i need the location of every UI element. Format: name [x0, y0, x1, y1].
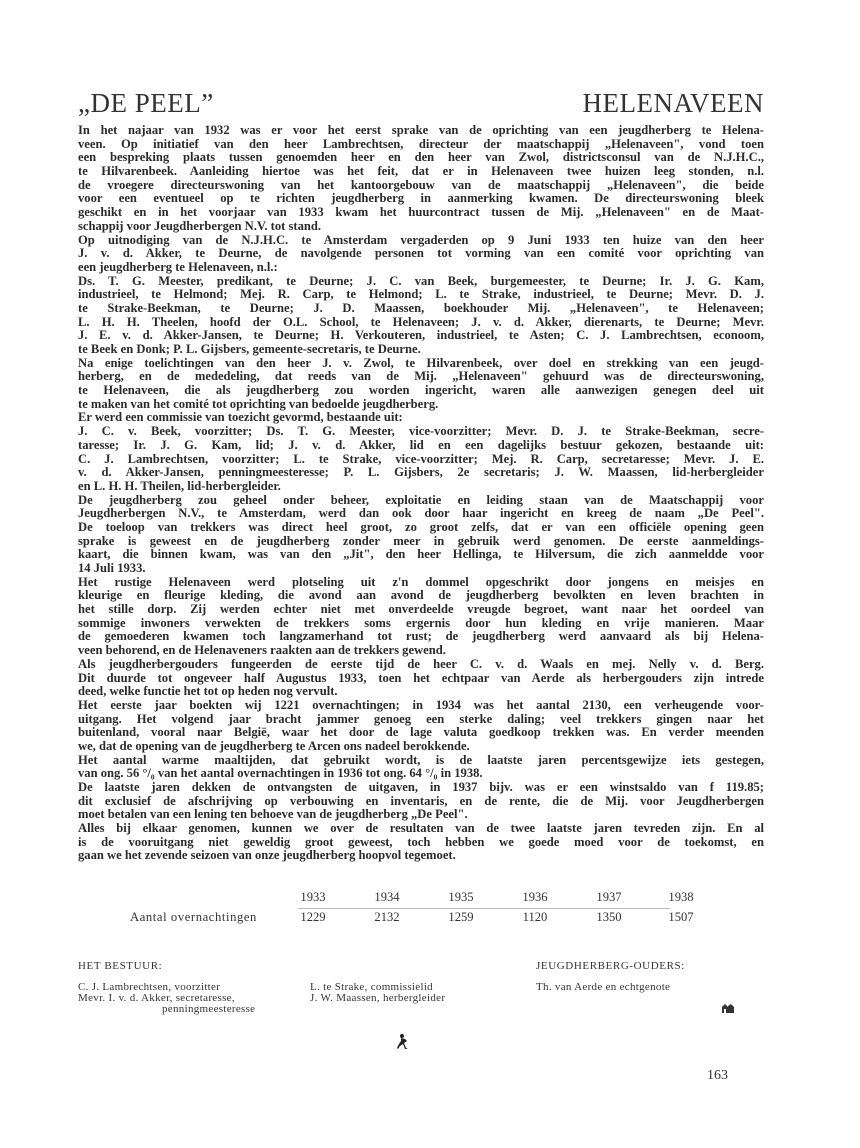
- text-line: te Helenaveen, die als jeugdherberg zou worden ingericht, waren alle aanwezigen genegen deel uit: [78, 384, 764, 398]
- text-line: J. E. v. d. Akker-Jansen, te Deurne; H. Verkouteren, industrieel, te Asten; C. J. Lambrechtsen, econoom,: [78, 329, 764, 343]
- text-line: gaan we het zevende seizoen van onze jeugdherberg hoopvol tegemoet.: [78, 849, 456, 863]
- text-line: een jeugdherberg te Helenaveen, n.l.:: [78, 260, 278, 274]
- text-line: veen behorend, en de Helenaveners raakten aan de trekkers gewend.: [78, 644, 446, 658]
- table-cell: 1507: [668, 910, 694, 924]
- text-line: dit exclusief de afschrijving op verbouwing en inventaris, en de rente, die de Mij. voor Jeugdherbergen: [78, 794, 764, 808]
- text-line: industrieel, te Helmond; Mej. R. Carp, te Helmond; L. te Strake, industrieel, te Deurne; Mevr. D. J.: [78, 288, 764, 302]
- year-header: 1936: [522, 890, 548, 904]
- text-line: sommige inwoners verwekten de trekkers soms ergernis door hun kleding en vrije manieren. Maar: [78, 616, 764, 630]
- bestuur-member: L. te Strake, commissielid: [310, 981, 433, 993]
- text-line: herberg, en de mededeling, dat reeds van de Mij. „Helenaveen" gehuurd was de directeurswoning,: [78, 370, 764, 384]
- year-header: 1935: [448, 890, 474, 904]
- text-line: te maken van het comité tot oprichting van bedoelde jeugdherberg.: [78, 397, 439, 411]
- table-cell: 1259: [448, 910, 474, 924]
- text-line: 14 Juli 1933.: [78, 562, 146, 575]
- text-line: schappij voor Jeugdherbergen N.V. tot stand.: [78, 219, 322, 233]
- bestuur-member: penningmeesteresse: [162, 1003, 256, 1015]
- house-vignette-icon: [721, 1003, 735, 1013]
- text-line: kleurige en fleurige kleding, die avond aan avond de jeugdherberg bevolkten en leven brachten in: [78, 589, 764, 603]
- stats-table: [130, 890, 694, 930]
- text-line: C. J. Lambrechtsen, voorzitter; L. te Strake, vice-voorzitter; Mej. R. Carp, secretaresse; Mevr. J. E.: [78, 452, 764, 466]
- text-line: Er werd een commissie van toezicht gevormd, bestaande uit:: [78, 411, 403, 425]
- text-line: moet betalen van een lening ten behoeve van de jeugdherberg „De Peel".: [78, 808, 468, 822]
- text-line: Alles bij elkaar genomen, kunnen we over de resultaten van de twee laatste jaren tevreden zijn. En al: [78, 822, 764, 836]
- text-line: Na enige toelichtingen van den heer J. v. Zwol, te Hilvarenbeek, over doel en strekking van een jeugd-: [78, 356, 764, 370]
- text-line: Jeugdherbergen N.V., te Amsterdam, werd dan ook door haar ingericht en kreeg de naam „De Peel".: [78, 507, 764, 521]
- text-line: De laatste jaren dekken de ontvangsten de uitgaven, in 1937 bijv. was er een winstsaldo van f 119.85;: [78, 781, 764, 794]
- text-line: uitgang. Het volgend jaar bracht jammer genoeg een sterke daling; veel trekkers gingen naar het: [78, 712, 764, 726]
- bestuur-member: J. W. Maassen, herbergleider: [310, 992, 446, 1004]
- stats-header-row: [130, 890, 694, 910]
- text-line: De toeloop van trekkers was direct heel groot, zo groot zelfs, dat er van een officiële opening geen: [78, 520, 764, 534]
- body-text: [78, 124, 764, 863]
- text-line: veen. Op initiatief van den heer Lambrechtsen, directeur der maatschappij „Helenaveen", vond toen: [78, 137, 764, 151]
- text-line: buitenland, vooral naar België, waar het door de lage valuta goedkoop trekken was. En verder meenden: [78, 726, 764, 740]
- year-header: 1934: [374, 890, 400, 904]
- bestuur-heading: HET BESTUUR:: [78, 960, 163, 972]
- text-line: L. H. H. Theelen, hoofd der O.L. School, te Helenaveen; J. v. d. Akker, dierenarts, te Deurne; Mevr.: [78, 315, 764, 329]
- text-line: van ong. 56 °/₀ van het aantal overnachtingen in 1936 tot ong. 64 °/₀ in 1938.: [78, 767, 483, 781]
- ouders-names: Th. van Aerde en echtgenote: [536, 981, 671, 993]
- text-line: v. d. Akker-Jansen, penningmeesteresse; P. L. Gijsbers, 2e secretaris; J. W. Maassen, lid-herbergleider: [78, 466, 764, 480]
- ouders-heading: JEUGDHERBERG-OUDERS:: [536, 960, 685, 972]
- text-line: De jeugdherberg zou geheel onder beheer, exploitatie en leiding staan van de Maatschappij voor: [78, 493, 764, 507]
- stats-value-row: [130, 910, 694, 930]
- table-cell: 1229: [300, 910, 326, 924]
- bestuur-member: Mevr. I. v. d. Akker, secretaresse,: [78, 992, 235, 1004]
- bestuur-member: C. J. Lambrechtsen, voorzitter: [78, 981, 221, 993]
- text-line: we, dat de opening van de jeugdherberg te Arcen ons nadeel berokkende.: [78, 739, 470, 753]
- row-label: Aantal overnachtingen: [130, 910, 257, 924]
- table-cell: 1120: [522, 910, 548, 924]
- page-title-left: „DE PEEL”: [78, 88, 214, 118]
- year-header: 1933: [300, 890, 326, 904]
- text-line: Het aantal warme maaltijden, dat gebruikt wordt, is de laatste jaren percentsgewijze iets gestegen,: [78, 753, 764, 767]
- text-line: de gemoederen kwamen toch langzamerhand tot rust; de jeugdherberg werd aanvaard als bij Helena-: [78, 630, 764, 644]
- year-header: 1938: [668, 890, 694, 904]
- text-line: J. C. v. Beek, voorzitter; Ds. T. G. Meester, vice-voorzitter; Mevr. D. J. te Strake-Beekman, secre-: [78, 425, 764, 439]
- page-number: 163: [707, 1068, 728, 1083]
- text-line: Ds. T. G. Meester, predikant, te Deurne; J. C. van Beek, burgemeester, te Deurne; Ir. J. G. Kam,: [78, 274, 764, 288]
- text-line: voor een eventueel op te richten jeugdherberg in aanmerking kwamen. De directeurswoning bleek: [78, 192, 764, 206]
- text-line: sprake is geweest en de jeugdherberg zonder meer in gebruik werd genomen. De eerste aanmeldings-: [78, 534, 764, 548]
- table-rule: [298, 908, 670, 909]
- text-line: te Strake-Beekman, te Deurne; J. D. Maassen, boekhouder Mij. „Helenaveen", te Helenaveen;: [78, 301, 764, 315]
- text-line: In het najaar van 1932 was er voor het eerst sprake van de oprichting van een jeugdherberg te Helena-: [78, 124, 764, 137]
- year-header: 1937: [596, 890, 622, 904]
- page-title-right: HELENAVEEN: [582, 88, 764, 118]
- text-line: te Beek en Donk; P. L. Gijsbers, gemeente-secretaris, te Deurne.: [78, 343, 421, 356]
- text-line: Op uitnodiging van de N.J.H.C. te Amsterdam vergaderden op 9 Juni 1933 ten huize van den heer: [78, 233, 764, 247]
- text-line: kaart, die binnen kwam, was van den „Jit", den heer Hellinga, te Hilversum, die zich aanmeldde voor: [78, 548, 764, 562]
- text-line: Als jeugdherbergouders fungeerden de eerste tijd de heer C. v. d. Waals en mej. Nelly v. d. Berg.: [78, 657, 764, 671]
- table-cell: 1350: [596, 910, 622, 924]
- text-line: is de vooruitgang niet geweldig groot geweest, toch hebben we goede moed voor de toekomst, en: [78, 835, 764, 849]
- text-line: het stille dorp. Zij werden echter niet met onverdeelde vreugde begroet, want naar het oordeel van: [78, 603, 764, 617]
- text-line: geschikt en in het voorjaar van 1933 kwam het huurcontract tussen de Mij. „Helenaveen" en de Maat-: [78, 206, 764, 220]
- text-line: taresse; Ir. J. G. Kam, lid; J. v. d. Akker, lid en een dagelijks bestuur gekozen, bestaande uit:: [78, 438, 764, 452]
- text-line: J. v. d. Akker, te Deurne, de navolgende personen tot vorming van een comité voor oprichting van: [78, 247, 764, 261]
- text-line: Dit duurde tot ongeveer half Augustus 1933, toen het echtpaar van Aerde als herbergouders zijn intrede: [78, 671, 764, 685]
- text-line: een bespreking plaats tussen genoemden heer en den heer van Zwol, districtsconsul van de N.J.H.C.,: [78, 151, 764, 165]
- walker-vignette-icon: [396, 1033, 412, 1051]
- text-line: Het eerste jaar boekten wij 1221 overnachtingen; in 1934 was het aantal 2130, een verheugende voor-: [78, 698, 764, 712]
- text-line: Het rustige Helenaveen werd plotseling uit z'n dommel opgeschrikt door jongens en meisjes en: [78, 575, 764, 589]
- table-cell: 2132: [374, 910, 400, 924]
- text-line: te Hilvarenbeek. Aanleiding hiertoe was het feit, dat er in Helenaveen twee huizen leeg stonden, n.l.: [78, 165, 764, 179]
- text-line: en L. H. H. Theilen, lid-herbergleider.: [78, 479, 281, 493]
- text-line: deed, welke functie het tot op heden nog vervult.: [78, 685, 338, 699]
- text-line: de vroegere directeurswoning van het kantoorgebouw van de maatschappij „Helenaveen", die beide: [78, 178, 764, 192]
